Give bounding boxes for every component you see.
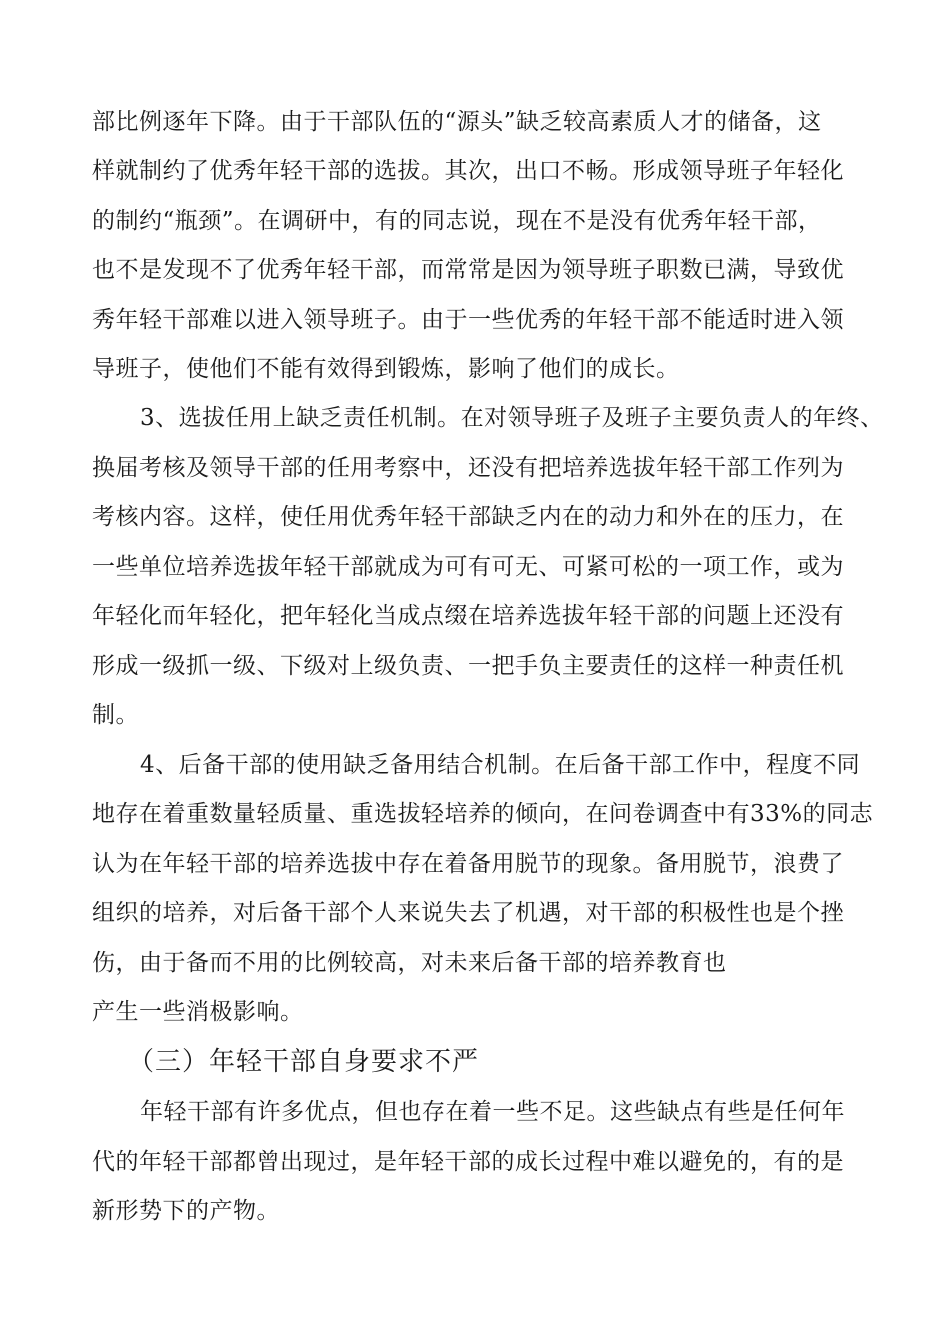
paragraph-line: 导班子，使他们不能有效得到锻炼，影响了他们的成长。 bbox=[92, 356, 680, 382]
paragraph-line: 形成一级抓一级、下级对上级负责、一把手负主要责任的这样一种责任机 bbox=[92, 653, 844, 679]
paragraph-line: 的制约“瓶颈”。在调研中，有的同志说，现在不是没有优秀年轻干部， bbox=[92, 208, 822, 234]
paragraph-line: 年轻化而年轻化，把年轻化当成点缀在培养选拔年轻干部的问题上还没有 bbox=[92, 603, 844, 629]
paragraph-line: 秀年轻干部难以进入领导班子。由于一些优秀的年轻干部不能适时进入领 bbox=[92, 307, 844, 333]
paragraph-line: 样就制约了优秀年轻干部的选拔。其次，出口不畅。形成领导班子年轻化 bbox=[92, 158, 844, 184]
paragraph-line: 伤，由于备而不用的比例较高，对未来后备干部的培养教育也 bbox=[92, 950, 727, 976]
paragraph-line: 代的年轻干部都曾出现过，是年轻干部的成长过程中难以避免的，有的是 bbox=[92, 1149, 844, 1175]
paragraph-line: 一些单位培养选拔年轻干部就成为可有可无、可紧可松的一项工作，或为 bbox=[92, 554, 844, 580]
paragraph-line: 4、后备干部的使用缺乏备用结合机制。在后备干部工作中，程度不同 bbox=[140, 752, 861, 778]
section-heading: （三）年轻干部自身要求不严 bbox=[128, 1047, 480, 1077]
paragraph-line: 部比例逐年下降。由于干部队伍的“源头”缺乏较高素质人才的储备，这 bbox=[92, 109, 822, 135]
paragraph-line: 组织的培养，对后备干部个人来说失去了机遇，对干部的积极性也是个挫 bbox=[92, 900, 844, 926]
paragraph-line: 产生一些消极影响。 bbox=[92, 999, 304, 1025]
paragraph-line: 换届考核及领导干部的任用考察中，还没有把培养选拔年轻干部工作列为 bbox=[92, 455, 844, 481]
paragraph-line: 年轻干部有许多优点，但也存在着一些不足。这些缺点有些是任何年 bbox=[140, 1099, 845, 1125]
paragraph-line: 认为在年轻干部的培养选拔中存在着备用脱节的现象。备用脱节，浪费了 bbox=[92, 851, 844, 877]
paragraph-line: 考核内容。这样，使任用优秀年轻干部缺乏内在的动力和外在的压力，在 bbox=[92, 504, 844, 530]
paragraph-line: 3、选拔任用上缺乏责任机制。在对领导班子及班子主要负责人的年终、 bbox=[140, 405, 884, 431]
paragraph-line: 也不是发现不了优秀年轻干部，而常常是因为领导班子职数已满，导致优 bbox=[92, 257, 844, 283]
paragraph-line: 新形势下的产物。 bbox=[92, 1198, 280, 1224]
paragraph-line: 制。 bbox=[92, 702, 139, 728]
paragraph-line: 地存在着重数量轻质量、重选拔轻培养的倾向，在问卷调查中有33%的同志 bbox=[92, 801, 874, 827]
